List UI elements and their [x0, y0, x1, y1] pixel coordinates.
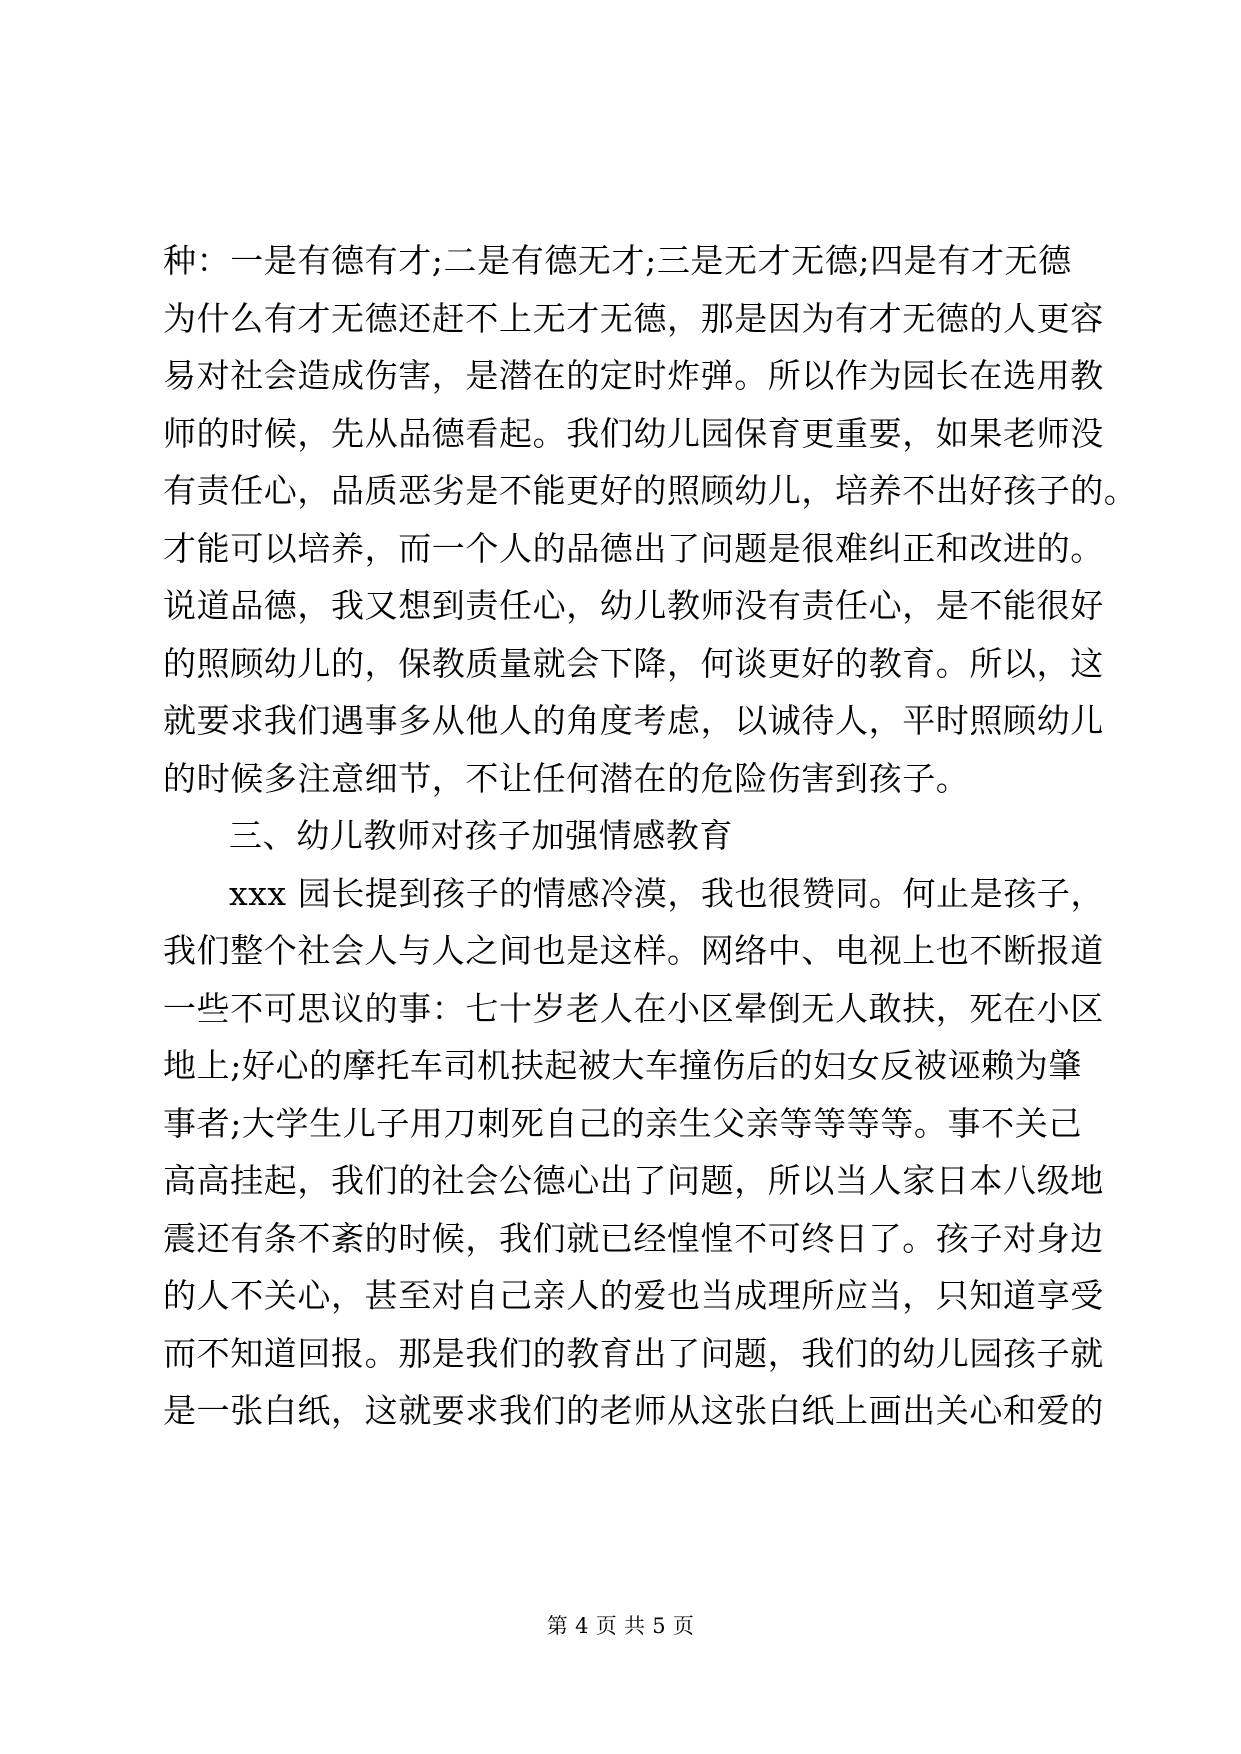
text-line: 事者;大学生儿子用刀刺死自己的亲生父亲等等等等。事不关己 — [163, 1103, 1082, 1143]
section-heading: 三、幼儿教师对孩子加强情感教育 — [229, 816, 733, 855]
text-line: 一些不可思议的事：七十岁老人在小区晕倒无人敢扶，死在小区 — [163, 988, 1104, 1028]
text-line: 震还有条不紊的时候，我们就已经惶惶不可终日了。孩子对身边 — [163, 1218, 1104, 1258]
text-line: 有责任心，品质恶劣是不能更好的照顾幼儿，培养不出好孩子的。 — [163, 471, 1138, 510]
text-line: 种：一是有德有才;二是有德无才;三是无才无德;四是有才无德 — [163, 241, 1072, 280]
text-line: 师的时候，先从品德看起。我们幼儿园保育更重要，如果老师没 — [163, 413, 1104, 453]
text-line: 易对社会造成伤害，是潜在的定时炸弹。所以作为园长在选用教 — [163, 356, 1104, 395]
text-line: 而不知道回报。那是我们的教育出了问题，我们的幼儿园孩子就 — [163, 1333, 1104, 1373]
text-line: 我们整个社会人与人之间也是这样。网络中、电视上也不断报道 — [163, 931, 1104, 970]
document-body — [163, 232, 1138, 1440]
page-number-footer: 第 4 页 共 5 页 — [546, 1614, 695, 1638]
text-line: 才能可以培养，而一个人的品德出了问题是很难纠正和改进的。 — [163, 528, 1104, 568]
text-line: xxx 园长提到孩子的情感冷漠，我也很赞同。何止是孩子， — [229, 873, 1105, 913]
text-line: 地上;好心的摩托车司机扶起被大车撞伤后的妇女反被诬赖为肇 — [163, 1046, 1082, 1085]
text-line: 是一张白纸，这就要求我们的老师从这张白纸上画出关心和爱的 — [163, 1391, 1104, 1430]
text-line: 为什么有才无德还赶不上无才无德，那是因为有才无德的人更容 — [163, 298, 1104, 338]
text-line: 就要求我们遇事多从他人的角度考虑，以诚待人，平时照顾幼儿 — [163, 701, 1104, 740]
text-line: 说道品德，我又想到责任心，幼儿教师没有责任心，是不能很好 — [163, 586, 1104, 625]
text-line: 的人不关心，甚至对自己亲人的爱也当成理所应当，只知道享受 — [163, 1276, 1104, 1315]
text-line: 高高挂起，我们的社会公德心出了问题，所以当人家日本八级地 — [163, 1161, 1104, 1200]
text-line: 的照顾幼儿的，保教质量就会下降，何谈更好的教育。所以，这 — [163, 643, 1104, 683]
text-line: 的时候多注意细节，不让任何潜在的危险伤害到孩子。 — [163, 758, 970, 798]
